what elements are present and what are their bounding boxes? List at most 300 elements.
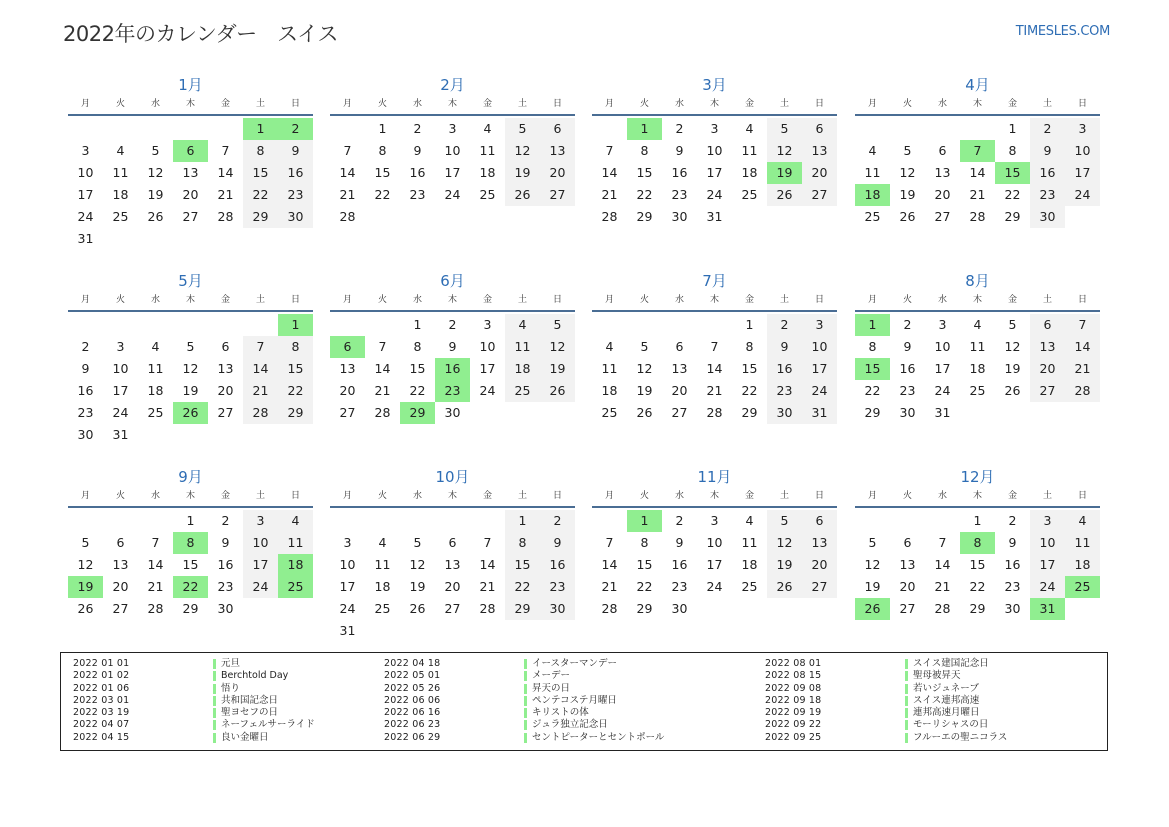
weekday-label: 土 [1042, 295, 1052, 305]
day-cell: 3 [483, 317, 492, 332]
day-cell: 5 [1008, 317, 1017, 332]
weekday-label: 水 [150, 99, 160, 109]
day-cell: 3 [802, 314, 837, 336]
day-cell: 29 [182, 601, 199, 616]
day-cell: 6 [675, 339, 684, 354]
holiday-name: モーリシャスの日 [913, 719, 989, 731]
day-cell: 14 [243, 358, 278, 380]
legend-row [73, 670, 373, 682]
day-cell: 8 [640, 535, 649, 550]
day-cell: 11 [741, 143, 758, 158]
day-cell: 19 [767, 554, 802, 576]
day-cell: 10 [706, 143, 723, 158]
day-cell: 28 [339, 209, 356, 224]
day-cell: 4 [973, 317, 982, 332]
weekday-label: 土 [255, 491, 265, 501]
weekday-label: 月 [80, 295, 90, 305]
day-cell: 30 [671, 209, 688, 224]
day-cell: 29 [278, 402, 313, 424]
day-cell: 13 [112, 557, 129, 572]
legend-row [73, 719, 373, 731]
holiday-marker [213, 659, 216, 669]
day-cell: 5 [81, 535, 90, 550]
legend-row [384, 732, 684, 744]
day-cell: 21 [243, 380, 278, 402]
day-cell: 12 [864, 557, 881, 572]
day-cell: 17 [1065, 162, 1100, 184]
day-cell: 18 [147, 383, 164, 398]
legend-column [73, 658, 373, 744]
legend-row [765, 732, 1065, 744]
empty-cell [592, 510, 627, 532]
day-grid [68, 118, 313, 250]
day-cell: 23 [409, 187, 426, 202]
holiday-day-cell: 19 [767, 162, 802, 184]
month-name: 2月 [440, 76, 465, 94]
holiday-marker [213, 708, 216, 718]
day-cell: 20 [934, 187, 951, 202]
day-cell: 3 [1030, 510, 1065, 532]
day-cell: 3 [938, 317, 947, 332]
weekday-label: 火 [639, 99, 649, 109]
weekday-header [330, 292, 575, 312]
day-cell: 7 [243, 336, 278, 358]
day-cell: 29 [741, 405, 758, 420]
weekday-label: 日 [1077, 295, 1087, 305]
day-cell: 10 [1065, 140, 1100, 162]
holiday-marker [905, 659, 908, 669]
weekday-label: 月 [342, 491, 352, 501]
day-cell: 16 [767, 358, 802, 380]
day-cell: 23 [671, 579, 688, 594]
day-cell: 10 [444, 143, 461, 158]
day-cell: 16 [1030, 162, 1065, 184]
day-cell: 19 [147, 187, 164, 202]
day-cell: 18 [505, 358, 540, 380]
day-cell: 6 [448, 535, 457, 550]
weekday-header [592, 488, 837, 508]
day-cell: 11 [741, 535, 758, 550]
legend-row [73, 695, 373, 707]
day-cell: 20 [444, 579, 461, 594]
day-cell: 7 [343, 143, 352, 158]
weekday-label: 木 [972, 99, 982, 109]
holiday-day-cell: 19 [68, 576, 103, 598]
day-grid [592, 118, 837, 228]
day-cell: 30 [1030, 206, 1065, 228]
day-cell: 26 [899, 209, 916, 224]
day-cell: 31 [112, 427, 129, 442]
day-cell: 11 [601, 361, 618, 376]
month-name: 7月 [702, 272, 727, 290]
holiday-name: セントピーターとセントポール [532, 731, 665, 743]
empty-cell [138, 118, 173, 140]
day-cell: 7 [938, 535, 947, 550]
day-cell: 5 [151, 143, 160, 158]
day-cell: 20 [802, 554, 837, 576]
day-cell: 7 [710, 339, 719, 354]
day-cell: 17 [77, 187, 94, 202]
day-cell: 25 [147, 405, 164, 420]
holiday-name: 昇天の日 [532, 682, 571, 694]
day-cell: 22 [636, 187, 653, 202]
day-cell: 17 [802, 358, 837, 380]
empty-cell [890, 118, 925, 140]
day-cell: 24 [243, 576, 278, 598]
empty-cell [103, 510, 138, 532]
empty-cell [435, 510, 470, 532]
month-name: 11月 [697, 468, 732, 486]
day-cell: 27 [899, 601, 916, 616]
holiday-date: 2022 06 29 [384, 731, 441, 743]
day-cell: 28 [1065, 380, 1100, 402]
holiday-marker [905, 708, 908, 718]
day-cell: 13 [217, 361, 234, 376]
legend-row [73, 683, 373, 695]
day-cell: 14 [969, 165, 986, 180]
month-block [855, 270, 1100, 424]
day-cell: 22 [1004, 187, 1021, 202]
day-cell: 23 [767, 380, 802, 402]
day-cell: 5 [540, 314, 575, 336]
weekday-header [330, 96, 575, 116]
day-cell: 27 [934, 209, 951, 224]
empty-cell [592, 118, 627, 140]
weekday-label: 水 [412, 99, 422, 109]
day-cell: 2 [448, 317, 457, 332]
day-cell: 24 [77, 209, 94, 224]
day-cell: 28 [479, 601, 496, 616]
weekday-label: 金 [220, 491, 230, 501]
day-cell: 27 [182, 209, 199, 224]
weekday-label: 土 [779, 99, 789, 109]
day-cell: 22 [243, 184, 278, 206]
day-cell: 6 [116, 535, 125, 550]
weekday-label: 火 [115, 491, 125, 501]
holiday-name: 若いジュネーブ [913, 682, 979, 694]
day-cell: 9 [1030, 140, 1065, 162]
holiday-day-cell: 8 [173, 532, 208, 554]
day-cell: 28 [934, 601, 951, 616]
day-cell: 12 [899, 165, 916, 180]
day-cell: 14 [601, 557, 618, 572]
weekday-label: 月 [604, 491, 614, 501]
day-cell: 18 [1065, 554, 1100, 576]
day-cell: 5 [186, 339, 195, 354]
day-cell: 8 [413, 339, 422, 354]
day-cell: 21 [479, 579, 496, 594]
day-cell: 10 [934, 339, 951, 354]
day-cell: 9 [221, 535, 230, 550]
day-cell: 24 [706, 579, 723, 594]
day-cell: 15 [636, 165, 653, 180]
day-cell: 2 [81, 339, 90, 354]
day-cell: 1 [973, 513, 982, 528]
day-cell: 10 [706, 535, 723, 550]
day-cell: 4 [868, 143, 877, 158]
day-cell: 20 [112, 579, 129, 594]
holiday-day-cell: 2 [278, 118, 313, 140]
day-cell: 4 [745, 121, 754, 136]
weekday-label: 木 [447, 99, 457, 109]
holiday-name: 共和国記念日 [221, 694, 279, 706]
day-cell: 4 [278, 510, 313, 532]
day-cell: 23 [217, 579, 234, 594]
day-cell: 16 [671, 165, 688, 180]
day-cell: 14 [1065, 336, 1100, 358]
day-cell: 12 [409, 557, 426, 572]
day-cell: 20 [1030, 358, 1065, 380]
day-cell: 5 [640, 339, 649, 354]
day-cell: 12 [767, 140, 802, 162]
holiday-day-cell: 1 [278, 314, 313, 336]
weekday-label: 木 [709, 99, 719, 109]
weekday-header [330, 488, 575, 508]
holiday-name: イースターマンデー [532, 658, 618, 669]
holiday-day-cell: 15 [995, 162, 1030, 184]
empty-cell [68, 118, 103, 140]
day-cell: 4 [745, 513, 754, 528]
empty-cell [400, 510, 435, 532]
weekday-label: 水 [412, 491, 422, 501]
weekday-label: 日 [1077, 491, 1087, 501]
holiday-day-cell: 26 [855, 598, 890, 620]
day-cell: 27 [217, 405, 234, 420]
empty-cell [173, 314, 208, 336]
day-cell: 4 [605, 339, 614, 354]
empty-cell [68, 314, 103, 336]
day-cell: 30 [540, 598, 575, 620]
day-cell: 31 [706, 209, 723, 224]
day-cell: 12 [505, 140, 540, 162]
day-cell: 15 [374, 165, 391, 180]
month-name: 5月 [178, 272, 203, 290]
day-cell: 14 [706, 361, 723, 376]
day-cell: 11 [278, 532, 313, 554]
day-cell: 13 [802, 532, 837, 554]
day-cell: 29 [505, 598, 540, 620]
weekday-label: 土 [1042, 491, 1052, 501]
day-cell: 5 [868, 535, 877, 550]
weekday-label: 土 [255, 295, 265, 305]
day-cell: 15 [409, 361, 426, 376]
day-cell: 6 [903, 535, 912, 550]
day-cell: 11 [479, 143, 496, 158]
day-cell: 7 [151, 535, 160, 550]
weekday-label: 日 [1077, 99, 1087, 109]
day-cell: 23 [77, 405, 94, 420]
weekday-label: 木 [447, 295, 457, 305]
month-name: 9月 [178, 468, 203, 486]
holiday-marker [213, 696, 216, 706]
weekday-label: 金 [220, 99, 230, 109]
day-cell: 3 [448, 121, 457, 136]
day-cell: 26 [77, 601, 94, 616]
empty-cell [138, 314, 173, 336]
day-cell: 28 [217, 209, 234, 224]
weekday-label: 土 [517, 99, 527, 109]
day-cell: 15 [182, 557, 199, 572]
weekday-header [592, 292, 837, 312]
day-cell: 31 [339, 623, 356, 638]
holiday-date: 2022 06 23 [384, 719, 441, 731]
day-cell: 30 [671, 601, 688, 616]
holiday-date: 2022 01 02 [73, 670, 130, 682]
day-cell: 19 [1004, 361, 1021, 376]
holiday-name: 聖ヨセフの日 [221, 707, 279, 719]
holiday-date: 2022 05 26 [384, 682, 441, 694]
holiday-day-cell: 26 [173, 402, 208, 424]
weekday-header [592, 96, 837, 116]
weekday-header [855, 96, 1100, 116]
day-cell: 6 [540, 118, 575, 140]
day-grid [68, 314, 313, 446]
day-cell: 9 [448, 339, 457, 354]
day-cell: 21 [1065, 358, 1100, 380]
weekday-label: 火 [639, 295, 649, 305]
weekday-label: 木 [972, 295, 982, 305]
month-block [592, 270, 837, 424]
day-cell: 16 [671, 557, 688, 572]
day-cell: 2 [540, 510, 575, 532]
weekday-label: 土 [517, 295, 527, 305]
day-cell: 4 [483, 121, 492, 136]
day-cell: 28 [147, 601, 164, 616]
day-cell: 15 [741, 361, 758, 376]
empty-cell [365, 314, 400, 336]
day-cell: 10 [1030, 532, 1065, 554]
day-cell: 23 [671, 187, 688, 202]
legend-row [765, 695, 1065, 707]
empty-cell [925, 118, 960, 140]
day-cell: 13 [182, 165, 199, 180]
day-cell: 12 [147, 165, 164, 180]
month-block [330, 74, 575, 228]
day-cell: 1 [505, 510, 540, 532]
weekday-label: 木 [447, 491, 457, 501]
day-cell: 10 [112, 361, 129, 376]
weekday-label: 日 [290, 99, 300, 109]
holiday-name: 元旦 [221, 658, 241, 669]
day-cell: 9 [675, 535, 684, 550]
empty-cell [103, 314, 138, 336]
day-cell: 21 [706, 383, 723, 398]
day-cell: 27 [802, 184, 837, 206]
day-cell: 18 [741, 165, 758, 180]
day-cell: 17 [479, 361, 496, 376]
holiday-day-cell: 16 [435, 358, 470, 380]
weekday-label: 水 [674, 491, 684, 501]
page-title: 2022年のカレンダー スイス [63, 22, 338, 46]
day-cell: 26 [147, 209, 164, 224]
day-cell: 18 [741, 557, 758, 572]
weekday-label: 水 [150, 491, 160, 501]
day-cell: 19 [864, 579, 881, 594]
weekday-label: 月 [604, 99, 614, 109]
holiday-marker [213, 720, 216, 730]
day-cell: 24 [802, 380, 837, 402]
day-cell: 4 [116, 143, 125, 158]
empty-cell [627, 314, 662, 336]
holiday-date: 2022 04 15 [73, 731, 130, 743]
day-cell: 2 [1008, 513, 1017, 528]
day-cell: 21 [934, 579, 951, 594]
legend-row [384, 707, 684, 719]
day-cell: 21 [601, 187, 618, 202]
day-cell: 9 [675, 143, 684, 158]
day-cell: 10 [479, 339, 496, 354]
day-cell: 18 [601, 383, 618, 398]
day-cell: 2 [413, 121, 422, 136]
weekday-header [855, 292, 1100, 312]
day-cell: 6 [802, 510, 837, 532]
legend-row [384, 658, 684, 670]
day-grid [592, 314, 837, 424]
day-cell: 30 [444, 405, 461, 420]
weekday-label: 木 [185, 295, 195, 305]
weekday-label: 木 [709, 295, 719, 305]
day-cell: 27 [540, 184, 575, 206]
day-grid [855, 510, 1100, 620]
day-cell: 30 [77, 427, 94, 442]
weekday-label: 月 [867, 99, 877, 109]
holiday-day-cell: 23 [435, 380, 470, 402]
day-cell: 20 [339, 383, 356, 398]
weekday-label: 水 [674, 99, 684, 109]
day-cell: 1 [745, 317, 754, 332]
empty-cell [243, 314, 278, 336]
holiday-date: 2022 09 25 [765, 731, 822, 743]
day-cell: 17 [934, 361, 951, 376]
day-cell: 24 [934, 383, 951, 398]
day-cell: 26 [767, 184, 802, 206]
weekday-label: 水 [937, 295, 947, 305]
day-cell: 8 [505, 532, 540, 554]
day-cell: 3 [1065, 118, 1100, 140]
day-cell: 23 [1030, 184, 1065, 206]
weekday-label: 土 [255, 99, 265, 109]
day-cell: 24 [479, 383, 496, 398]
month-block [592, 466, 837, 620]
day-cell: 20 [217, 383, 234, 398]
holiday-date: 2022 01 06 [73, 682, 130, 694]
day-cell: 13 [899, 557, 916, 572]
holiday-date: 2022 03 01 [73, 694, 130, 706]
day-cell: 2 [675, 513, 684, 528]
day-cell: 5 [767, 510, 802, 532]
day-cell: 9 [278, 140, 313, 162]
day-cell: 20 [182, 187, 199, 202]
empty-cell [365, 510, 400, 532]
holiday-name: スイス建国記念日 [913, 658, 989, 669]
month-name: 12月 [960, 468, 995, 486]
holiday-day-cell: 25 [278, 576, 313, 598]
empty-cell [697, 314, 732, 336]
day-cell: 21 [147, 579, 164, 594]
empty-cell [68, 510, 103, 532]
holiday-marker [905, 720, 908, 730]
day-cell: 19 [540, 358, 575, 380]
day-cell: 10 [243, 532, 278, 554]
day-cell: 8 [1008, 143, 1017, 158]
holiday-date: 2022 05 01 [384, 670, 441, 682]
holiday-marker [524, 720, 527, 730]
day-cell: 25 [374, 601, 391, 616]
day-cell: 9 [540, 532, 575, 554]
weekday-label: 金 [220, 295, 230, 305]
day-cell: 13 [540, 140, 575, 162]
day-cell: 4 [1065, 510, 1100, 532]
